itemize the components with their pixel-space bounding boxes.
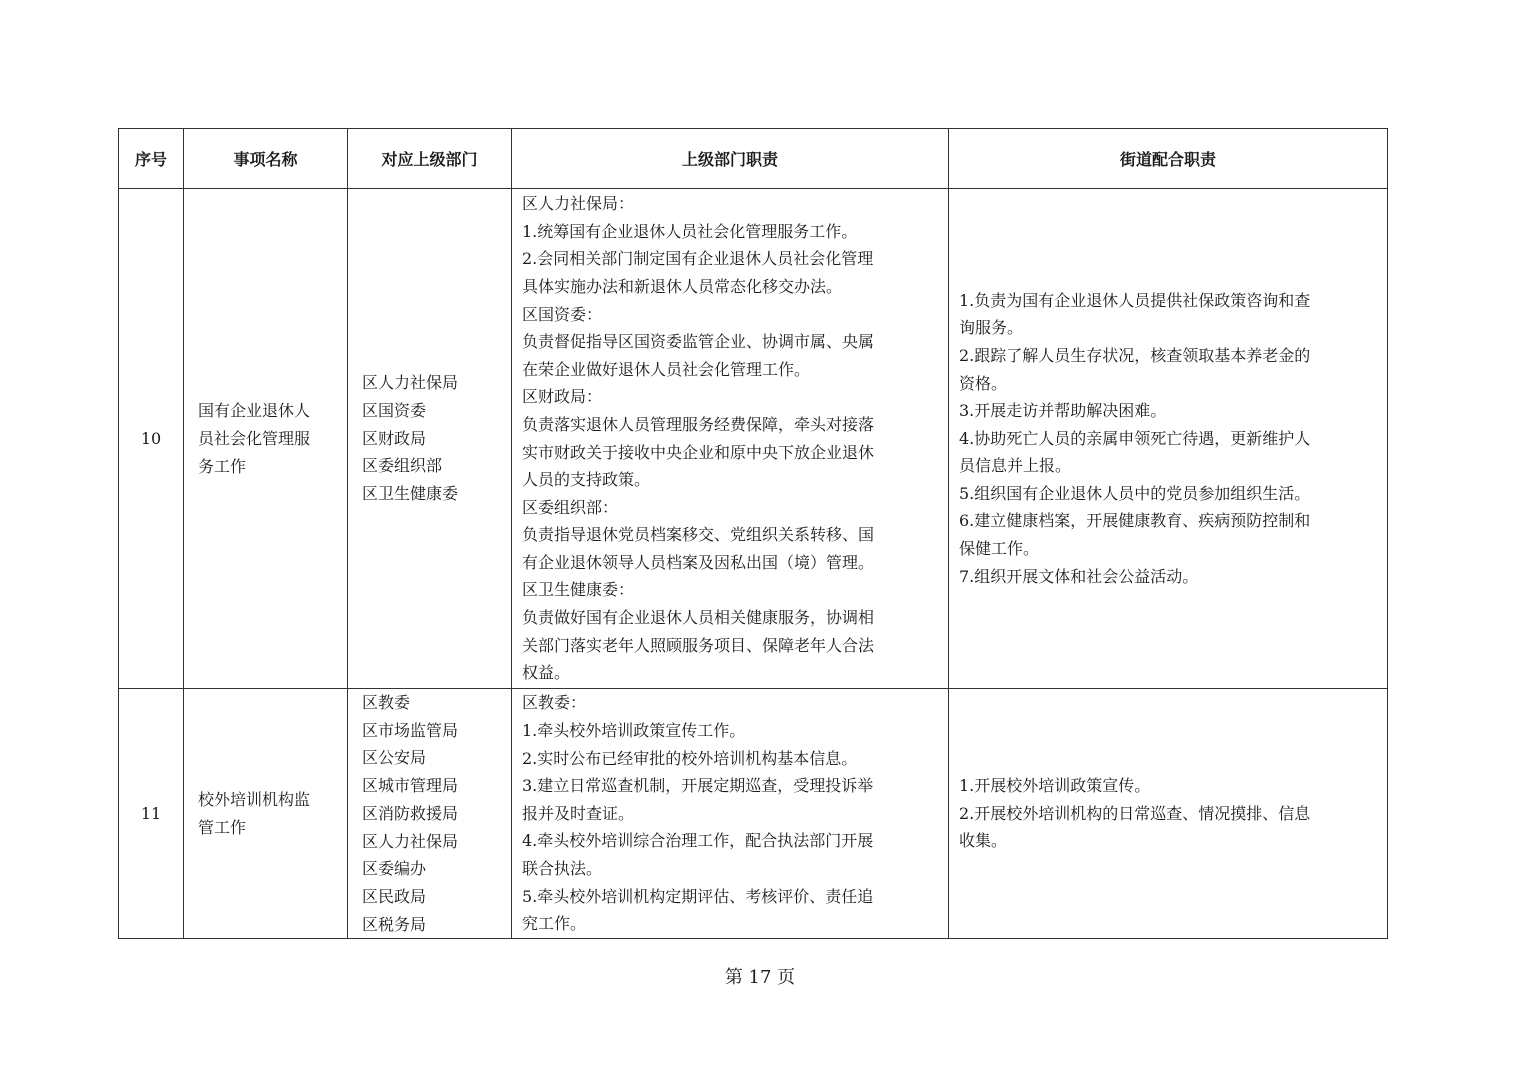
row-upper-depts [348,189,512,689]
row-upper-duties [512,189,949,689]
row-item-name [184,689,348,939]
dept-item: 区国资委 [362,400,427,420]
street-duty-line: 1.开展校外培训政策宣传。 [959,776,1151,796]
dept-item: 区消防救援局 [362,803,459,823]
duty-line: 2.实时公布已经审批的校外培训机构基本信息。 [522,748,858,768]
row-upper-duties [512,689,949,939]
duty-line: 区国资委： [522,304,603,324]
item-name-line: 员社会化管理服 [198,428,311,448]
street-duty-line: 6.建立健康档案，开展健康教育、疾病预防控制和 [959,511,1311,531]
dept-item: 区委编办 [362,859,427,879]
street-duty-line: 2.开展校外培训机构的日常巡查、情况摸排、信息 [959,803,1311,823]
dept-item: 区公安局 [362,748,427,768]
header-upper-dept: 对应上级部门 [348,129,512,189]
duty-line: 负责指导退休党员档案移交、党组织关系转移、国 [522,525,875,545]
duty-line: 2.会同相关部门制定国有企业退休人员社会化管理 [522,249,874,269]
duty-line: 1.统筹国有企业退休人员社会化管理服务工作。 [522,221,858,241]
dept-item: 区委组织部 [362,456,443,476]
dept-item: 区财政局 [362,428,427,448]
duty-line: 3.建立日常巡查机制，开展定期巡查，受理投诉举 [522,776,874,796]
street-duty-line: 2.跟踪了解人员生存状况，核查领取基本养老金的 [959,345,1311,365]
duty-line: 区委组织部： [522,497,619,517]
item-name-line: 校外培训机构监 [198,789,311,809]
dept-item: 区卫生健康委 [362,484,459,504]
row-seq: 11 [119,689,184,939]
street-duty-line: 询服务。 [959,318,1024,338]
page-number: 第 17 页 [724,967,796,988]
duty-line: 人员的支持政策。 [522,470,651,490]
item-name-line: 国有企业退休人 [198,400,311,420]
row-seq: 10 [119,189,184,689]
street-duty-line: 4.协助死亡人员的亲属申领死亡待遇，更新维护人 [959,428,1311,448]
duty-line: 区卫生健康委： [522,580,635,600]
item-name-line: 务工作 [198,456,247,476]
header-street-duty: 街道配合职责 [949,129,1388,189]
duty-line: 1.牵头校外培训政策宣传工作。 [522,721,746,741]
duty-line: 5.牵头校外培训机构定期评估、考核评价、责任追 [522,886,874,906]
row-street-duties [949,189,1388,689]
duty-line: 有企业退休领导人员档案及因私出国（境）管理。 [522,552,875,572]
duty-line: 关部门落实老年人照顾服务项目、保障老年人合法 [522,635,875,655]
duty-line: 负责督促指导区国资委监管企业、协调市属、央属 [522,332,875,352]
table-header-row [119,129,1388,189]
duty-line: 负责做好国有企业退休人员相关健康服务，协调相 [522,608,875,628]
row-upper-depts [348,689,512,939]
dept-item: 区城市管理局 [362,776,459,796]
street-duty-line: 5.组织国有企业退休人员中的党员参加组织生活。 [959,483,1311,503]
header-upper-duty: 上级部门职责 [512,129,949,189]
duty-line: 区教委： [522,693,587,713]
street-duty-line: 员信息并上报。 [959,456,1072,476]
responsibility-table [118,128,1388,939]
dept-item: 区人力社保局 [362,373,459,393]
duty-line: 区人力社保局： [522,194,635,214]
duty-line: 负责落实退休人员管理服务经费保障，牵头对接落 [522,414,875,434]
table-row [119,189,1388,689]
header-item-name: 事项名称 [184,129,348,189]
duty-line: 联合执法。 [522,859,603,879]
header-seq: 序号 [119,129,184,189]
duty-line: 实市财政关于接收中央企业和原中央下放企业退休 [522,442,875,462]
duty-line: 究工作。 [522,914,587,934]
duty-line: 具体实施办法和新退休人员常态化移交办法。 [522,276,843,296]
row-street-duties [949,689,1388,939]
duty-line: 权益。 [522,663,571,683]
duty-line: 区财政局： [522,387,603,407]
dept-item: 区教委 [362,693,411,712]
duty-line: 报并及时查证。 [522,803,635,823]
dept-item: 区人力社保局 [362,831,459,851]
street-duty-line: 1.负责为国有企业退休人员提供社保政策咨询和查 [959,290,1311,310]
street-duty-line: 保健工作。 [959,539,1040,559]
street-duty-line: 资格。 [959,373,1008,393]
dept-item: 区市场监管局 [362,720,459,740]
duty-line: 4.牵头校外培训综合治理工作，配合执法部门开展 [522,831,874,851]
street-duty-line: 7.组织开展文体和社会公益活动。 [959,566,1199,586]
dept-item: 区税务局 [362,914,427,934]
table-row [119,689,1388,939]
row-item-name [184,189,348,689]
dept-item: 区民政局 [362,886,427,906]
street-duty-line: 收集。 [959,831,1008,851]
street-duty-line: 3.开展走访并帮助解决困难。 [959,401,1167,421]
duty-line: 在荣企业做好退休人员社会化管理工作。 [522,359,811,379]
item-name-line: 管工作 [198,817,247,837]
